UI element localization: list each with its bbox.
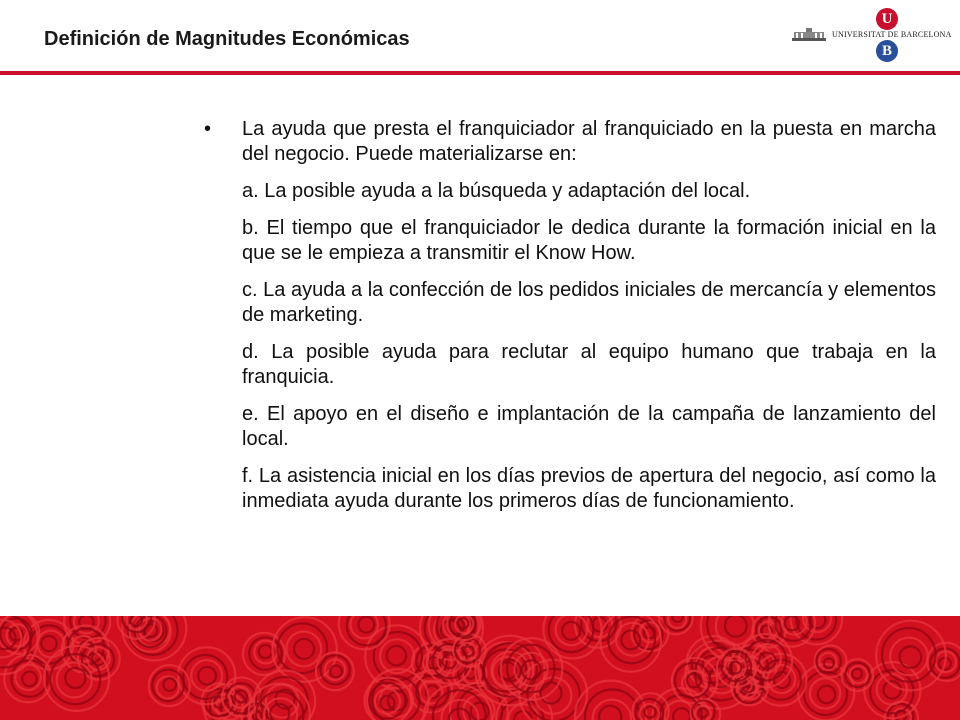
logo-letter-b: B: [876, 40, 898, 62]
list-item-d: d. La posible ayuda para reclutar al equipo humano que trabaja en la franquicia.: [242, 341, 936, 388]
building-icon: [792, 28, 826, 42]
list-item-e: e. El apoyo en el diseño e implantación de la campaña de lanzamiento del local.: [242, 403, 936, 450]
roses-pattern: [0, 616, 960, 720]
decorative-footer: [0, 616, 960, 720]
bullet-icon: •: [204, 118, 212, 140]
title-divider: [0, 71, 960, 75]
list-item-b: b. El tiempo que el franquiciador le dedica durante la formación inicial en la que se le empieza a transmitir el Know How.: [242, 217, 936, 264]
list-item-a: a. La posible ayuda a la búsqueda y adaptación del local.: [242, 180, 751, 202]
slide-body: [202, 117, 936, 526]
logo-text: UNIVERSITAT DE BARCELONA: [832, 30, 952, 39]
university-logo: [792, 6, 952, 64]
bullet-item: [202, 117, 936, 167]
list-item-c: c. La ayuda a la confección de los pedidos iniciales de mercancía y elementos de marketing.: [242, 279, 936, 326]
list-item-f: f. La asistencia inicial en los días previos de apertura del negocio, así como la inmediata ayuda durante los primeros días de funcionamiento.: [242, 465, 936, 512]
slide-title: Definición de Magnitudes Económicas: [44, 28, 410, 50]
bullet-text: La ayuda que presta el franquiciador al franquiciado en la puesta en marcha del negocio. Puede materializarse en:: [242, 118, 936, 165]
logo-letter-u: U: [876, 8, 898, 30]
